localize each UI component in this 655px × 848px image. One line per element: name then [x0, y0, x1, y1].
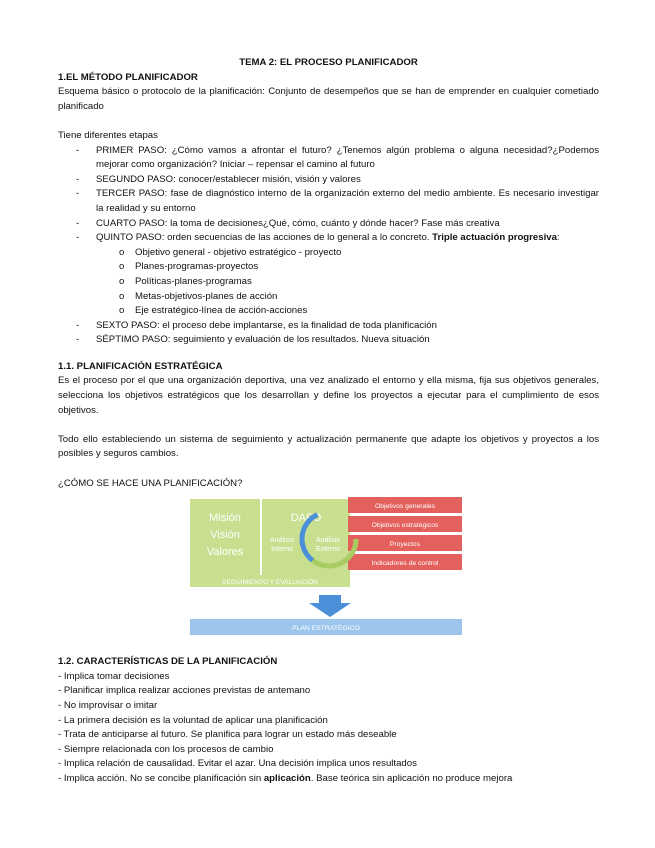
sub-list — [58, 246, 599, 319]
mvv-text-0: Misión — [209, 512, 241, 525]
page-title: TEMA 2: EL PROCESO PLANIFICADOR — [239, 57, 418, 68]
question-heading: ¿CÓMO SE HACE UNA PLANIFICACIÓN? — [58, 477, 243, 489]
list-item: o Objetivo general - objetivo estratégico - proyecto — [58, 246, 599, 261]
objective-text-3: Indicadores de control — [371, 560, 439, 568]
objective-text-0: Objetivos generales — [374, 503, 436, 511]
planning-diagram-svg — [58, 495, 599, 645]
list-item: - CUARTO PASO: la toma de decisiones¿Qué, cómo, cuánto y dónde hacer? Fase más creativa — [58, 217, 599, 232]
quinto-text: QUINTO PASO: orden secuencias de las acciones de lo general a lo concreto. — [96, 232, 433, 244]
list-item: - SÉPTIMO PASO: seguimiento y evaluación de los resultados. Nueva situación — [58, 333, 599, 348]
mvv-text-2: Valores — [206, 546, 244, 559]
quinto-bold: Triple actuación progresiva — [432, 232, 557, 244]
paragraph-seguimiento: Todo ello estableciendo un sistema de seguimiento y actualización permanente que adapte los objetivos y proyectos a los posibles y seguros cambios. — [58, 433, 599, 460]
caracteristicas-list — [58, 670, 599, 787]
list-item: - No improvisar o imitar — [58, 700, 158, 711]
pasos-list — [58, 144, 599, 348]
section-heading-metodo: 1.EL MÉTODO PLANIFICADOR — [58, 71, 198, 83]
list-item: - PRIMER PASO: ¿Cómo vamos a afrontar el futuro? ¿Tenemos algún problema o alguna necesidad?¿Podemos mejorar como organización? Iniciar – repensar el camino al futuro — [58, 144, 599, 173]
list-item: - Implica relación de causalidad. Evitar el azar. Una decisión implica unos resultados — [58, 758, 417, 770]
mvv-text-1: Visión — [210, 529, 240, 542]
section-heading-caracteristicas: 1.2. CARACTERÍSTICAS DE LA PLANIFICACIÓN — [58, 656, 278, 668]
list-item: - Implica tomar decisiones — [58, 670, 170, 682]
list-item: - QUINTO PASO: orden secuencias de las acciones de lo general a lo concreto. Triple actuación progresiva: o Objetivo general - objetivo estratégico - proyecto o Planes-programas-proyectos o Políticas-planes-programas o Metas-objetivos-planes de acción o Eje estratégico-línea de acción-acciones — [58, 231, 599, 319]
planning-diagram — [58, 495, 599, 645]
list-item: - SEGUNDO PASO: conocer/establecer misión, visión y valores — [58, 173, 599, 188]
list-item: - TERCER PASO: fase de diagnóstico interno de la organización externo del medio ambiente. Es necesario investigar la realidad y su entorno — [58, 187, 599, 216]
paragraph-etapas: Tiene diferentes etapas — [58, 129, 158, 141]
list-item: o Metas-objetivos-planes de acción — [58, 290, 599, 305]
document-page — [58, 56, 599, 787]
dafo-text: DAFO — [290, 512, 322, 525]
svg-text:Externo: Externo — [315, 546, 341, 554]
section-heading-estrategica: 1.1. PLANIFICACIÓN ESTRATÉGICA — [58, 360, 223, 372]
list-item: o Eje estratégico-línea de acción-acciones — [58, 304, 599, 319]
list-item: o Políticas-planes-programas — [58, 275, 599, 290]
objective-text-1: Objetivos estratégicos — [371, 522, 439, 530]
list-item: - Trata de anticiparse al futuro. Se planifica para lograr un estado más deseable — [58, 729, 397, 741]
list-item: - Siempre relacionada con los procesos de cambio — [58, 743, 274, 755]
objective-text-2: Proyectos — [389, 541, 421, 549]
list-item: - Planificar implica realizar acciones previstas de antemano — [58, 685, 311, 697]
paragraph-intro: Esquema básico o protocolo de la planificación: Conjunto de desempeños que se han de emprender en cualquier cometiado planificado — [58, 86, 599, 112]
svg-text:Interno: Interno — [271, 546, 293, 554]
seguimiento-text: SEGUIMIENTO Y EVALUACIÓN — [222, 579, 318, 587]
list-item: - La primera decisión es la voluntad de aplicar una planificación — [58, 714, 328, 726]
down-arrow-icon — [309, 595, 351, 617]
plan-text: PLAN ESTRATÉGICO — [292, 625, 360, 633]
list-item: o Planes-programas-proyectos — [58, 260, 599, 275]
svg-text:Análisis: Análisis — [269, 537, 295, 545]
svg-text:Análisis: Análisis — [315, 537, 341, 545]
list-item: - Implica acción. No se concibe planificación sin aplicación. Base teórica sin aplicación no produce mejora — [58, 772, 513, 784]
paragraph-estrategica: Es el proceso por el que una organización deportiva, una vez analizado el entorno y ella misma, fija sus objetivos generales, selecciona los objetivos estratégicos que los desarrollan y define los proyectos a ejecutar para el cumplimiento de esos objetivos. — [58, 375, 599, 416]
list-item: - SEXTO PASO: el proceso debe implantarse, es la finalidad de toda planificación — [58, 319, 599, 334]
